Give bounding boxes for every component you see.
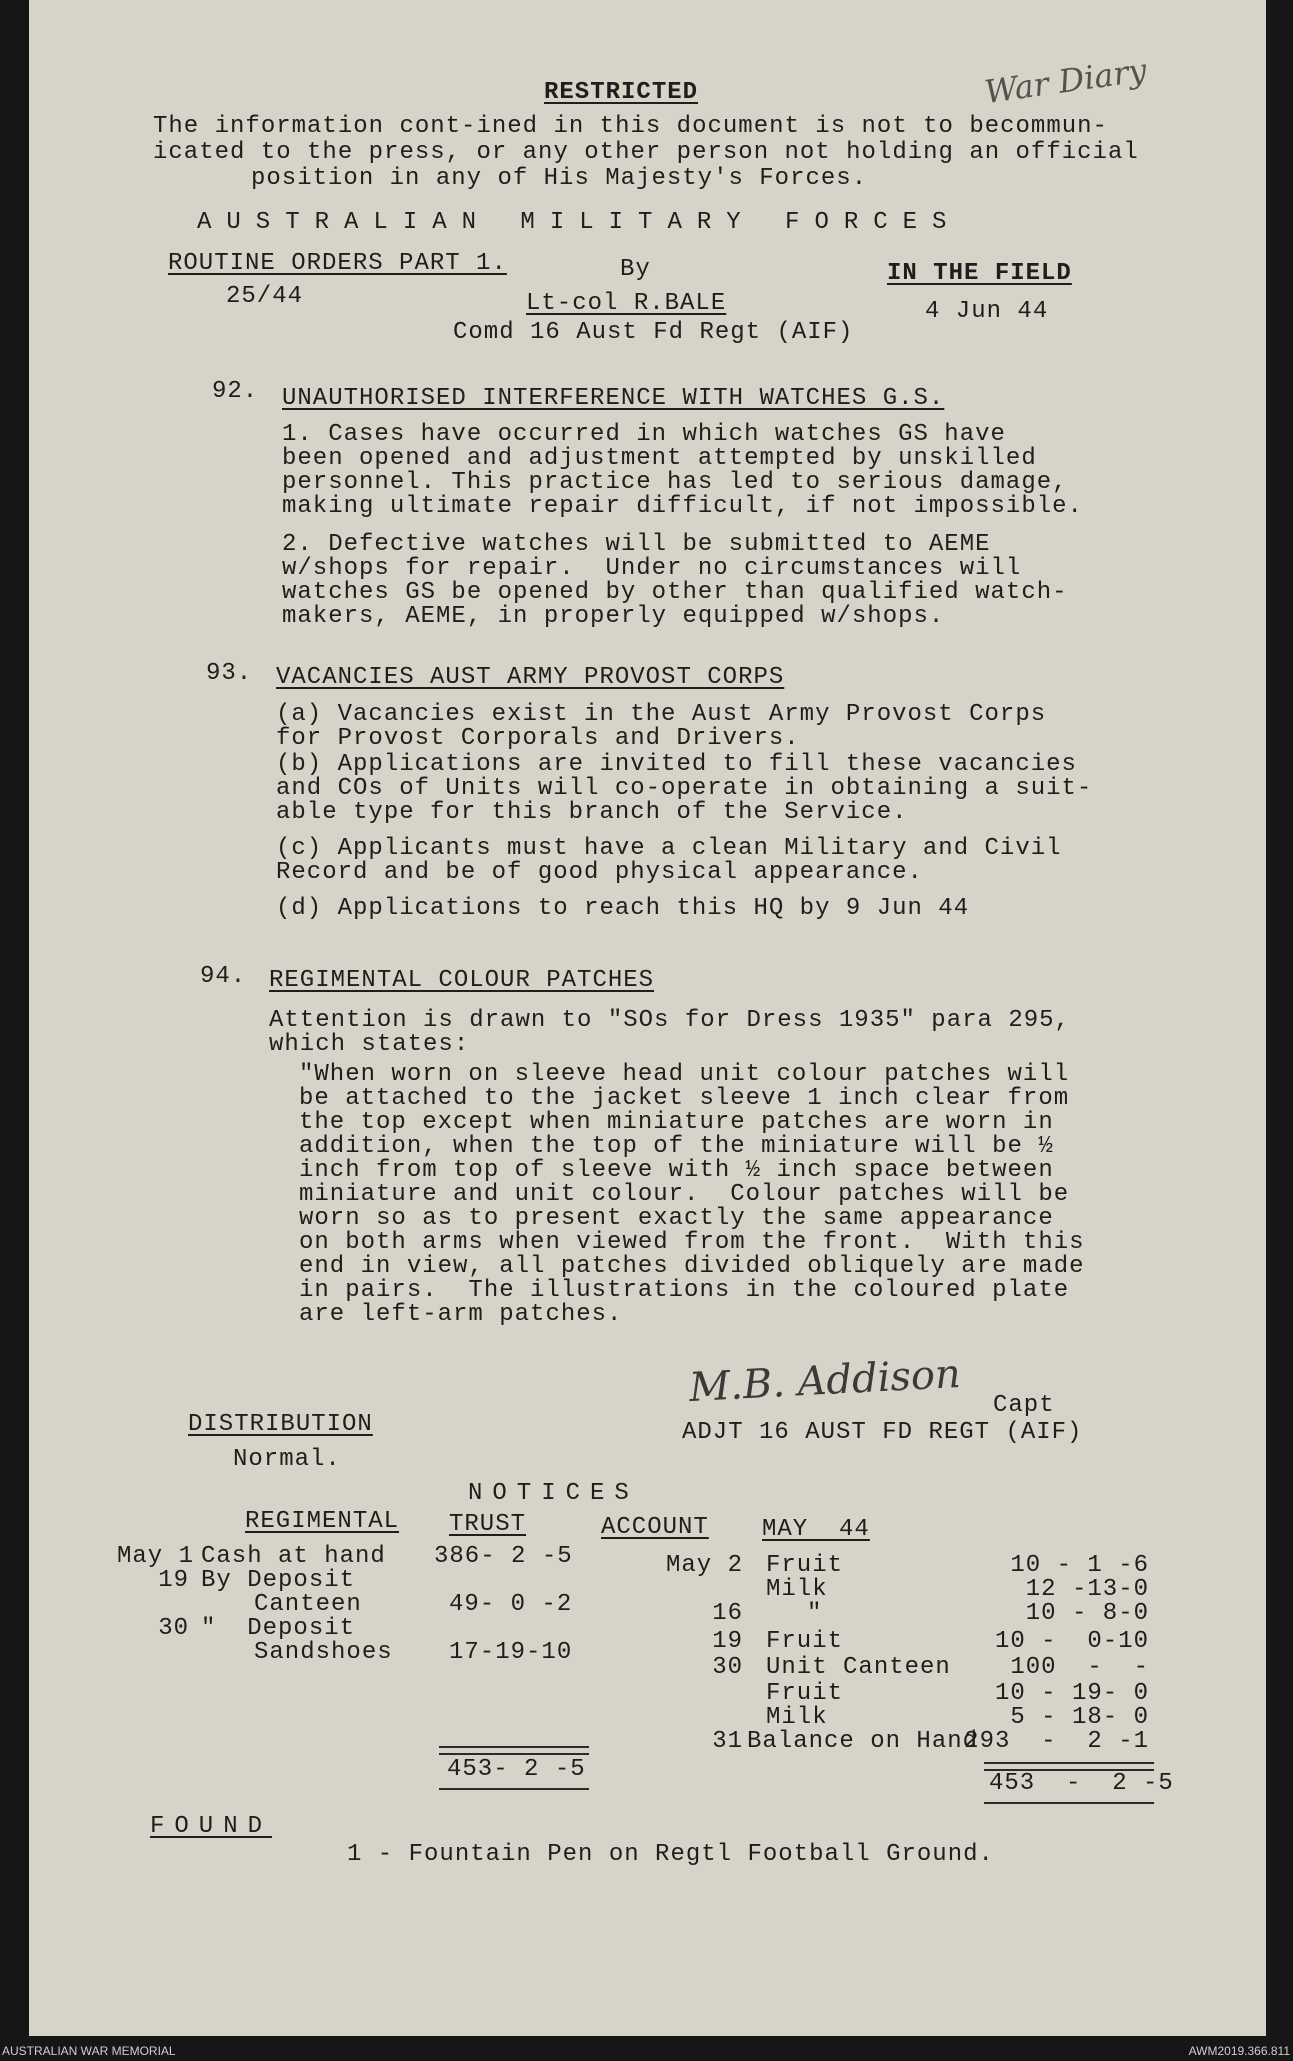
- right-row-desc: Fruit: [766, 1680, 844, 1707]
- document-page: [29, 0, 1266, 2036]
- distribution-label: DISTRIBUTION: [188, 1411, 373, 1438]
- left-row-amount: 17-19-10: [449, 1639, 573, 1666]
- footer-accession: AWM2019.366.811: [1188, 2044, 1290, 2058]
- left-row-desc: Sandshoes: [254, 1639, 393, 1666]
- left-total-underline: [439, 1788, 589, 1790]
- item-93-text: (b) Applications are invited to fill these vacancies: [276, 751, 1077, 778]
- item-94-quote: miniature and unit colour. Colour patches will be: [299, 1181, 1070, 1208]
- by-label: By: [620, 256, 651, 283]
- item-94-quote: inch from top of sleeve with ½ inch space between: [299, 1157, 1054, 1184]
- footer-source: AUSTRALIAN WAR MEMORIAL: [2, 2044, 176, 2058]
- notice-line-2: icated to the press, or any other person not holding an official: [153, 139, 1139, 166]
- item-94-quote: worn so as to present exactly the same appearance: [299, 1205, 1054, 1232]
- item-94-text: Attention is drawn to "SOs for Dress 1935" para 295,: [269, 1007, 1070, 1034]
- right-row-date: 16: [712, 1600, 743, 1627]
- item-93-text: (c) Applicants must have a clean Military and Civil: [276, 835, 1062, 862]
- right-row-amount: 5 - 18- 0: [1010, 1704, 1149, 1731]
- item-92-text: w/shops for repair. Under no circumstances will: [282, 555, 1022, 582]
- item-93-text: Record and be of good physical appearance.: [276, 859, 923, 886]
- item-92-text: 1. Cases have occurred in which watches GS have: [282, 421, 1006, 448]
- account-label: ACCOUNT: [601, 1514, 709, 1541]
- signature: M.B. Addison: [687, 1350, 962, 1412]
- month-label: MAY 44: [762, 1516, 870, 1543]
- item-94-quote: the top except when miniature patches are worn in: [299, 1109, 1054, 1136]
- trust-label: TRUST: [449, 1511, 527, 1538]
- officer-name: Lt-col R.BALE: [526, 290, 727, 317]
- item-93-text: able type for this branch of the Service.: [276, 799, 908, 826]
- right-total: 453 - 2 -5: [989, 1770, 1174, 1797]
- right-row-desc: ": [807, 1600, 823, 1627]
- left-total-rule: [439, 1746, 589, 1755]
- item-94-quote: in pairs. The illustrations in the coloured plate: [299, 1277, 1070, 1304]
- notice-line-3: position in any of His Majesty's Forces.: [251, 165, 868, 192]
- command-line: Comd 16 Aust Fd Regt (AIF): [453, 319, 854, 346]
- orders-title: ROUTINE ORDERS PART 1.: [168, 250, 507, 277]
- right-row-amount: 12 -13-0: [1025, 1576, 1149, 1603]
- right-total-underline: [984, 1802, 1154, 1804]
- item-94-quote: end in view, all patches divided obliquely are made: [299, 1253, 1085, 1280]
- item-93-title: VACANCIES AUST ARMY PROVOST CORPS: [276, 664, 785, 691]
- item-94-quote: be attached to the jacket sleeve 1 inch clear from: [299, 1085, 1070, 1112]
- right-row-desc: Balance on Hand: [747, 1728, 979, 1755]
- item-94-quote: "When worn on sleeve head unit colour patches will: [299, 1061, 1070, 1088]
- item-92-text: making ultimate repair difficult, if not impossible.: [282, 493, 1083, 520]
- item-94-title: REGIMENTAL COLOUR PATCHES: [269, 967, 655, 994]
- regimental-label: REGIMENTAL: [245, 1508, 400, 1535]
- item-92-text: makers, AEME, in properly equipped w/shops.: [282, 603, 945, 630]
- item-92-text: personnel. This practice has led to serious damage,: [282, 469, 1068, 496]
- left-row-date: 19: [158, 1567, 189, 1594]
- left-row-amount: 386- 2 -5: [434, 1543, 573, 1570]
- found-text: 1 - Fountain Pen on Regtl Football Ground.: [347, 1841, 994, 1868]
- notices-heading: NOTICES: [468, 1480, 639, 1507]
- found-label: FOUND: [150, 1813, 273, 1840]
- signature-rank: Capt: [993, 1392, 1055, 1419]
- right-row-date: 31: [712, 1728, 743, 1755]
- right-row-desc: Unit Canteen: [766, 1654, 951, 1681]
- item-94-text: which states:: [269, 1031, 470, 1058]
- item-93-number: 93.: [206, 660, 253, 687]
- right-row-amount: 10 - 8-0: [1025, 1600, 1149, 1627]
- item-93-text: (d) Applications to reach this HQ by 9 Jun 44: [276, 895, 970, 922]
- left-row-date: May 1: [117, 1543, 195, 1570]
- item-92-number: 92.: [212, 378, 259, 405]
- orders-number: 25/44: [226, 283, 304, 310]
- item-92-text: been opened and adjustment attempted by unskilled: [282, 445, 1037, 472]
- right-row-desc: Fruit: [766, 1552, 844, 1579]
- right-row-date: May 2: [665, 1552, 743, 1579]
- item-92-title: UNAUTHORISED INTERFERENCE WITH WATCHES G.S.: [282, 385, 945, 412]
- item-94-quote: on both arms when viewed from the front. With this: [299, 1229, 1085, 1256]
- item-93-text: for Provost Corporals and Drivers.: [276, 725, 800, 752]
- order-date: 4 Jun 44: [925, 298, 1049, 325]
- left-row-desc: " Deposit: [201, 1615, 356, 1642]
- right-row-amount: 10 - 19- 0: [994, 1680, 1149, 1707]
- right-row-date: 30: [712, 1654, 743, 1681]
- left-row-desc: Cash at hand: [201, 1543, 386, 1570]
- left-row-amount: 49- 0 -2: [449, 1591, 573, 1618]
- right-row-desc: Fruit: [766, 1628, 844, 1655]
- item-93-text: (a) Vacancies exist in the Aust Army Provost Corps: [276, 701, 1047, 728]
- item-92-text: 2. Defective watches will be submitted to AEME: [282, 531, 991, 558]
- item-94-quote: addition, when the top of the miniature will be ½: [299, 1133, 1054, 1160]
- right-row-desc: Milk: [766, 1704, 828, 1731]
- item-94-quote: are left-arm patches.: [299, 1301, 623, 1328]
- item-92-text: watches GS be opened by other than qualified watch-: [282, 579, 1068, 606]
- war-diary-annotation: War Diary: [982, 50, 1149, 112]
- signature-appointment: ADJT 16 AUST FD REGT (AIF): [682, 1419, 1083, 1446]
- notice-line-1: The information cont-ined in this document is not to becommun-: [153, 113, 1108, 140]
- left-row-date: 30: [158, 1615, 189, 1642]
- right-row-amount: 10 - 0-10: [994, 1628, 1149, 1655]
- left-row-desc: By Deposit: [201, 1567, 356, 1594]
- organisation-heading: AUSTRALIAN MILITARY FORCES: [197, 209, 962, 236]
- right-row-amount: 10 - 1 -6: [1010, 1552, 1149, 1579]
- right-row-amount: 100 - -: [1010, 1654, 1149, 1681]
- item-93-text: and COs of Units will co-operate in obtaining a suit-: [276, 775, 1093, 802]
- distribution-value: Normal.: [233, 1446, 341, 1473]
- left-total: 453- 2 -5: [447, 1756, 586, 1783]
- right-row-desc: Milk: [766, 1576, 828, 1603]
- left-row-desc: Canteen: [254, 1591, 362, 1618]
- right-row-date: 19: [712, 1628, 743, 1655]
- right-row-amount: 293 - 2 -1: [964, 1728, 1149, 1755]
- location-label: IN THE FIELD: [887, 260, 1072, 287]
- classification-heading: RESTRICTED: [544, 79, 699, 106]
- item-94-number: 94.: [200, 963, 247, 990]
